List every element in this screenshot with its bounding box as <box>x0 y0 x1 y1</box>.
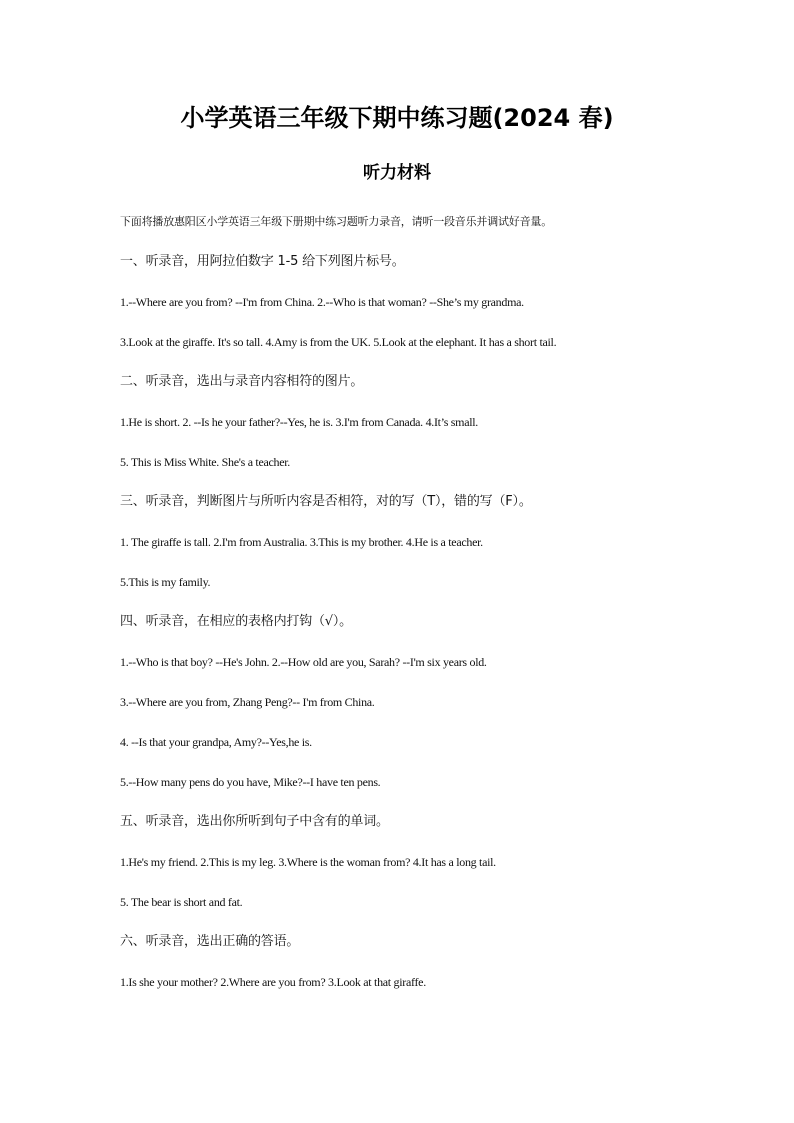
section-2-line-1: 1.He is short. 2. --Is he your father?--Yes, he is. 3.I'm from Canada. 4.It’s small. <box>120 415 478 429</box>
intro-paragraph: 下面将播放惠阳区小学英语三年级下册期中练习题听力录音，请听一段音乐并调试好音量。 <box>120 215 552 228</box>
section-1-line-1: 1.--Where are you from? --I'm from China. 2.--Who is that woman? --She’s my grandma. <box>120 295 524 309</box>
section-heading-3: 三、听录音，判断图片与所听内容是否相符，对的写（T），错的写（F）。 <box>120 494 532 509</box>
section-6-line-1: 1.Is she your mother? 2.Where are you from? 3.Look at that giraffe. <box>120 975 426 989</box>
section-heading-6: 六、听录音，选出正确的答语。 <box>120 934 300 949</box>
document-subtitle: 听力材料 <box>363 163 431 183</box>
section-5-line-1: 1.He's my friend. 2.This is my leg. 3.Where is the woman from? 4.It has a long tail. <box>120 855 496 869</box>
section-2-line-2: 5. This is Miss White. She's a teacher. <box>120 455 290 469</box>
section-heading-1: 一、听录音，用阿拉伯数字 1-5 给下列图片标号。 <box>120 254 405 269</box>
section-5-line-2: 5. The bear is short and fat. <box>120 895 243 909</box>
section-4-line-4: 5.--How many pens do you have, Mike?--I have ten pens. <box>120 775 381 789</box>
section-4-line-3: 4. --Is that your grandpa, Amy?--Yes,he is. <box>120 735 312 749</box>
section-1-line-2: 3.Look at the giraffe. It's so tall. 4.Amy is from the UK. 5.Look at the elephant. It has a short tail. <box>120 335 557 349</box>
section-4-line-2: 3.--Where are you from, Zhang Peng?-- I'm from China. <box>120 695 375 709</box>
section-heading-4: 四、听录音，在相应的表格内打钩（√）。 <box>120 614 352 629</box>
document-title: 小学英语三年级下期中练习题(2024 春) <box>180 104 614 132</box>
section-3-line-1: 1. The giraffe is tall. 2.I'm from Australia. 3.This is my brother. 4.He is a teacher. <box>120 535 483 549</box>
section-4-line-1: 1.--Who is that boy? --He's John. 2.--How old are you, Sarah? --I'm six years old. <box>120 655 487 669</box>
section-3-line-2: 5.This is my family. <box>120 575 211 589</box>
section-heading-2: 二、听录音，选出与录音内容相符的图片。 <box>120 374 364 389</box>
section-heading-5: 五、听录音，选出你所听到句子中含有的单词。 <box>120 814 389 829</box>
